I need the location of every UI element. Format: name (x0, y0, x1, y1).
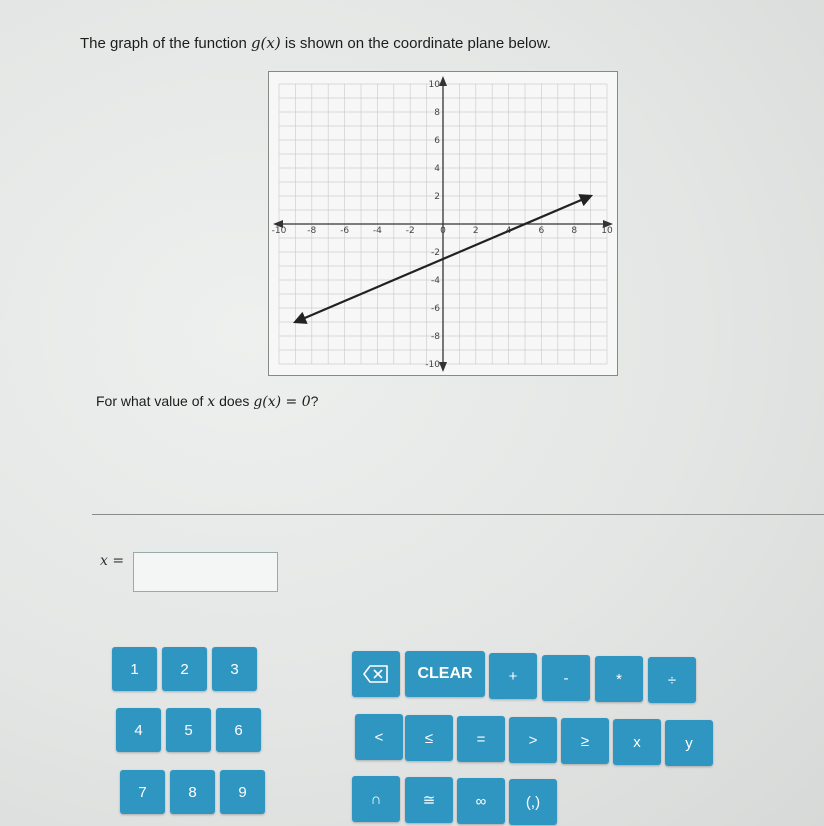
interval-button[interactable]: (,) (509, 779, 557, 825)
greater-than-button[interactable]: > (509, 717, 557, 763)
x-tick-label: 10 (601, 226, 613, 236)
intersection-button[interactable]: ∩ (352, 776, 400, 822)
key-6[interactable]: 6 (216, 708, 261, 752)
question-prefix: For what value of (96, 393, 208, 409)
equals-button[interactable]: = (457, 716, 505, 762)
x-tick-label: 6 (538, 226, 545, 236)
function-name: g(x) (250, 34, 281, 52)
greater-equal-button[interactable]: ≥ (561, 718, 609, 764)
y-tick-label: -10 (425, 360, 440, 370)
question-equation: g(x) = 0 (253, 394, 311, 410)
minus-button[interactable]: - (542, 655, 590, 701)
question-mid: does (215, 393, 254, 409)
x-tick-label: -4 (372, 226, 382, 236)
less-than-button[interactable]: < (355, 714, 403, 760)
x-tick-label: -2 (405, 226, 415, 236)
clear-button[interactable]: CLEAR (405, 651, 485, 697)
section-divider (92, 514, 824, 515)
y-tick-label: 6 (434, 136, 440, 146)
key-3[interactable]: 3 (212, 647, 257, 691)
key-4[interactable]: 4 (116, 708, 161, 752)
y-tick-label: 10 (428, 80, 440, 90)
key-1[interactable]: 1 (112, 647, 157, 691)
x-tick-label: 0 (440, 226, 446, 236)
answer-input[interactable] (133, 552, 278, 592)
x-tick-label: 8 (571, 226, 578, 236)
y-tick-label: 2 (434, 192, 440, 202)
y-tick-label: 8 (434, 108, 440, 118)
graph-panel (268, 71, 618, 376)
prompt-suffix: is shown on the coordinate plane below. (280, 35, 551, 52)
y-tick-label: 4 (434, 164, 440, 174)
key-2[interactable]: 2 (162, 647, 207, 691)
approx-button[interactable]: ≅ (405, 777, 453, 823)
backspace-button[interactable] (352, 651, 400, 697)
y-tick-label: -2 (431, 248, 440, 258)
variable-y-button[interactable]: y (665, 720, 713, 766)
key-7[interactable]: 7 (120, 770, 165, 814)
variable-x-button[interactable]: x (613, 719, 661, 765)
multiply-button[interactable]: * (595, 656, 643, 702)
x-tick-label: 2 (472, 226, 479, 236)
y-axis-arrow-up (439, 76, 447, 86)
x-tick-label: -6 (340, 226, 350, 236)
prompt-prefix: The graph of the function (80, 35, 251, 52)
coordinate-plane (269, 72, 617, 375)
key-8[interactable]: 8 (170, 770, 215, 814)
key-9[interactable]: 9 (220, 770, 265, 814)
y-tick-label: -8 (431, 332, 440, 342)
plus-button[interactable]: + (489, 653, 537, 699)
question-end: ? (310, 393, 319, 409)
infinity-button[interactable]: ∞ (457, 778, 505, 824)
backspace-icon (363, 665, 389, 683)
question-variable: x (207, 394, 216, 410)
y-axis-arrow-down (439, 362, 447, 372)
x-tick-label: -8 (307, 226, 317, 236)
question-text (96, 393, 318, 410)
divide-button[interactable]: ÷ (648, 657, 696, 703)
y-tick-label: -6 (431, 304, 440, 314)
prompt-text (80, 34, 551, 52)
less-equal-button[interactable]: ≤ (405, 715, 453, 761)
answer-label: x = (100, 553, 125, 569)
y-tick-label: -4 (431, 276, 440, 286)
key-5[interactable]: 5 (166, 708, 211, 752)
x-tick-label: -10 (271, 226, 287, 236)
